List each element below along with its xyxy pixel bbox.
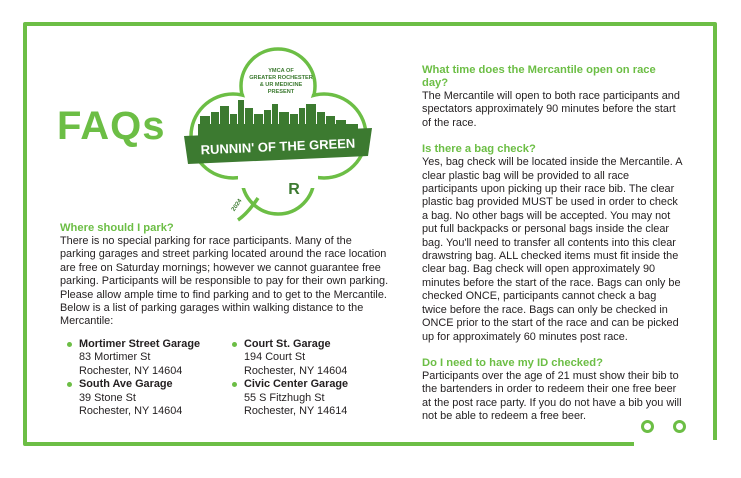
logo-presenter-line-3: & UR MEDICINE	[259, 82, 303, 88]
garage-list-right	[229, 338, 348, 418]
faq-answer: The Mercantile will open to both race participants and spectators approximately 90 minutes before the start of the race.	[422, 90, 680, 129]
runnin-of-the-green-logo	[178, 28, 378, 223]
page-title: FAQs	[57, 104, 166, 148]
border-gap	[634, 440, 720, 454]
garage-item	[64, 338, 200, 378]
logo-year: 2024	[230, 198, 244, 213]
faq-answer: There is no special parking for race participants. Many of the parking garages and street parking located around the race location are free on Saturday mornings; however we cannot guarantee free parking. Participants will be responsible to pay for their own parking. Please allow ample time to find parking and to get to the Mercantile. Below is a list of parking garages within walking distance to the Mercantile:	[60, 235, 389, 328]
faq-answer: Participants over the age of 21 must show their bib to the bartenders in order to redeem their one free beer at the post race party. If you do not have a bib you will not be able to redeem a free beer.	[422, 369, 682, 423]
garage-street: 39 Stone St	[79, 391, 136, 404]
garage-city: Rochester, NY 14604	[79, 364, 183, 377]
logo-presenter-line-1: YMCA OF	[268, 68, 294, 74]
garage-city: Rochester, NY 14614	[244, 405, 348, 418]
garage-name: South Ave Garage	[79, 378, 173, 391]
logo-presenter-line-2: GREATER ROCHESTER	[249, 75, 313, 81]
garage-list-left	[64, 338, 200, 418]
garage-name: Civic Center Garage	[244, 378, 349, 391]
garage-item	[229, 378, 348, 418]
faq-right-column	[422, 64, 684, 437]
garage-item	[229, 338, 348, 378]
faq-answer: Yes, bag check will be located inside the Mercantile. A clear plastic bag will be provided to all race participants upon picking up their race bib. The clear plastic bag provided MUST be used in order to check a bag. No other bags will be accepted. You may not put full backpacks or personal bags inside the clear bag. You'll need to transfer all contents into this clear drawstring bag. ALL checked items must fit inside the clear bag. Bag check will open approximately 90 minutes before the start of the race. Bags can only be checked ONCE, participants cannot check a bag twice before the race. Bags can only be checked in ONCE prior to the start of the race and can be picked up for approximately 60 minutes post race.	[422, 156, 682, 343]
faq-id-check	[422, 357, 684, 424]
faq-mercantile-open	[422, 64, 684, 130]
logo-banner-text: RUNNIN' OF THE GREEN	[200, 135, 356, 158]
garage-name: Mortimer Street Garage	[79, 338, 201, 350]
faq-question: Is there a bag check?	[422, 143, 536, 156]
faq-question: Do I need to have my ID checked?	[422, 356, 603, 369]
logo-presenter-line-4: PRESENT	[267, 89, 295, 95]
garage-item	[64, 378, 200, 418]
garage-street: 83 Mortimer St	[79, 351, 151, 364]
garage-city: Rochester, NY 14604	[244, 364, 348, 377]
garage-street: 194 Court St	[244, 351, 306, 364]
garage-name: Court St. Garage	[244, 338, 331, 350]
faq-parking	[60, 222, 390, 329]
garage-city: Rochester, NY 14604	[79, 405, 183, 418]
faq-question: Where should I park?	[60, 222, 174, 234]
garage-street: 55 S Fitzhugh St	[244, 391, 325, 404]
faq-question: What time does the Mercantile open on race day?	[422, 64, 656, 89]
faq-bag-check	[422, 143, 684, 344]
logo-monogram: R	[288, 181, 300, 198]
